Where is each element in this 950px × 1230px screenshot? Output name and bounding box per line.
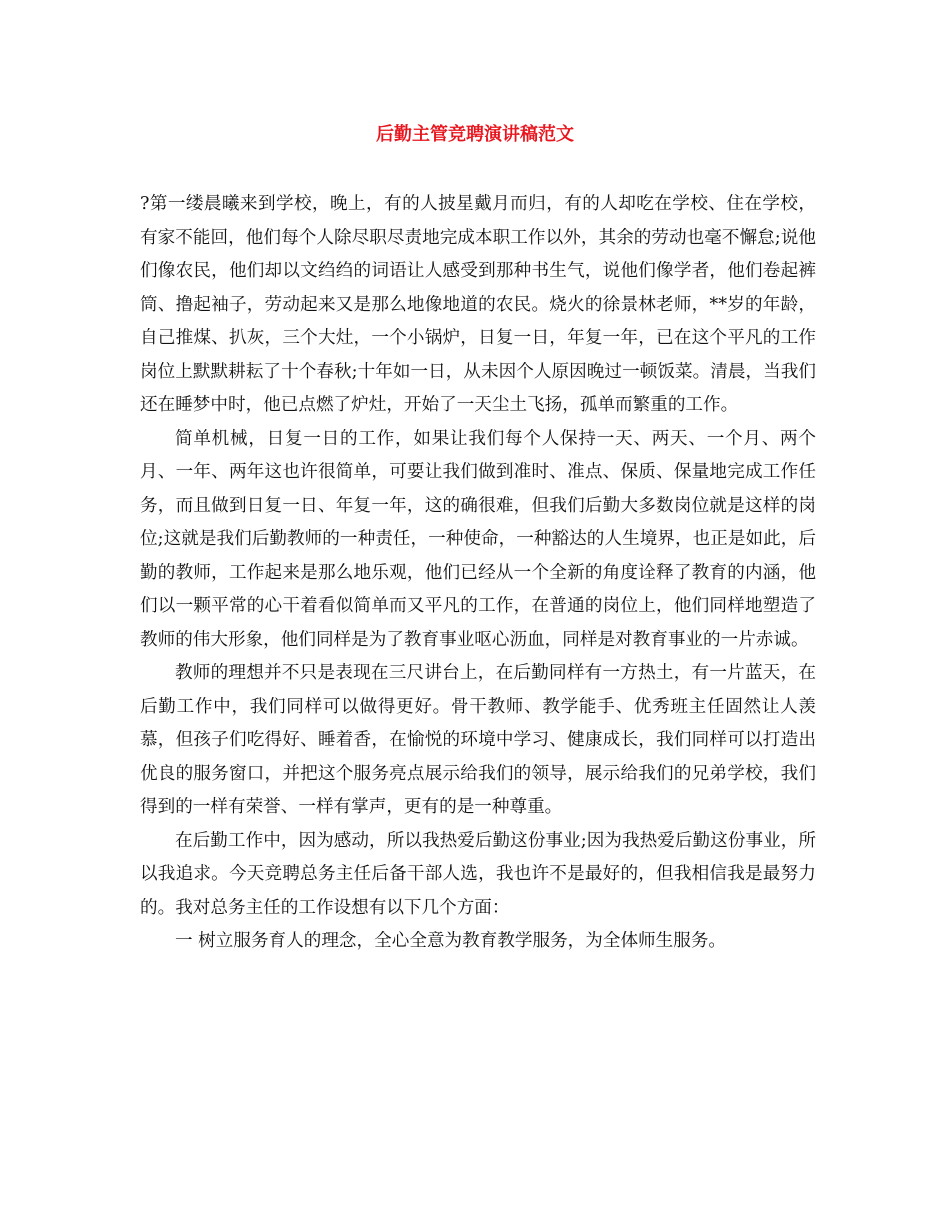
paragraph-1: ?第一缕晨曦来到学校，晚上，有的人披星戴月而归，有的人却吃在学校、住在学校，有家不能回，他们每个人除尽职尽责地完成本职工作以外，其余的劳动也毫不懈怠;说他们像农民，他们却以文绉绉的词语让人感受到那种书生气，说他们像学者，他们卷起裤筒、撸起袖子，劳动起来又是那么地像地道的农民。烧火的徐景林老师，**岁的年龄，自己推煤、扒灰，三个大灶，一个小锅炉，日复一日，年复一年，已在这个平凡的工作岗位上默默耕耘了十个春秋;十年如一日，从未因个人原因晚过一顿饭菜。清晨，当我们还在睡梦中时，他已点燃了炉灶，开始了一天尘土飞扬，孤单而繁重的工作。 <box>140 194 816 415</box>
paragraph-4: 在后勤工作中，因为感动，所以我热爱后勤这份事业;因为我热爱后勤这份事业，所以我追求。今天竞聘总务主任后备干部人选，我也许不是最好的，但我相信我是最努力的。我对总务主任的工作设想有以下几个方面： <box>140 830 816 918</box>
paragraph-5: 一 树立服务育人的理念，全心全意为教育教学服务，为全体师生服务。 <box>175 931 727 951</box>
paragraph-3: 教师的理想并不只是表现在三尺讲台上，在后勤同样有一方热土，有一片蓝天，在后勤工作中，我们同样可以做得更好。骨干教师、教学能手、优秀班主任固然让人羡慕，但孩子们吃得好、睡着香，在愉悦的环境中学习、健康成长，我们同样可以打造出优良的服务窗口，并把这个服务亮点展示给我们的领导，展示给我们的兄弟学校，我们得到的一样有荣誉、一样有掌声，更有的是一种尊重。 <box>140 663 816 817</box>
document-title: 后勤主管竞聘演讲稿范文 <box>376 124 574 145</box>
document-body <box>140 188 816 959</box>
paragraph-2: 简单机械，日复一日的工作，如果让我们每个人保持一天、两天、一个月、两个月、一年、两年这也许很简单，可要让我们做到准时、准点、保质、保量地完成工作任务，而且做到日复一日、年复一年，这的确很难，但我们后勤大多数岗位就是这样的岗位;这就是我们后勤教师的一种责任，一种使命，一种豁达的人生境界，也正是如此，后勤的教师，工作起来是那么地乐观，他们已经从一个全新的角度诠释了教育的内涵，他们以一颗平常的心干着看似简单而又平凡的工作，在普通的岗位上，他们同样地塑造了教师的伟大形象，他们同样是为了教育事业呕心沥血，同样是对教育事业的一片赤诚。 <box>140 428 816 650</box>
